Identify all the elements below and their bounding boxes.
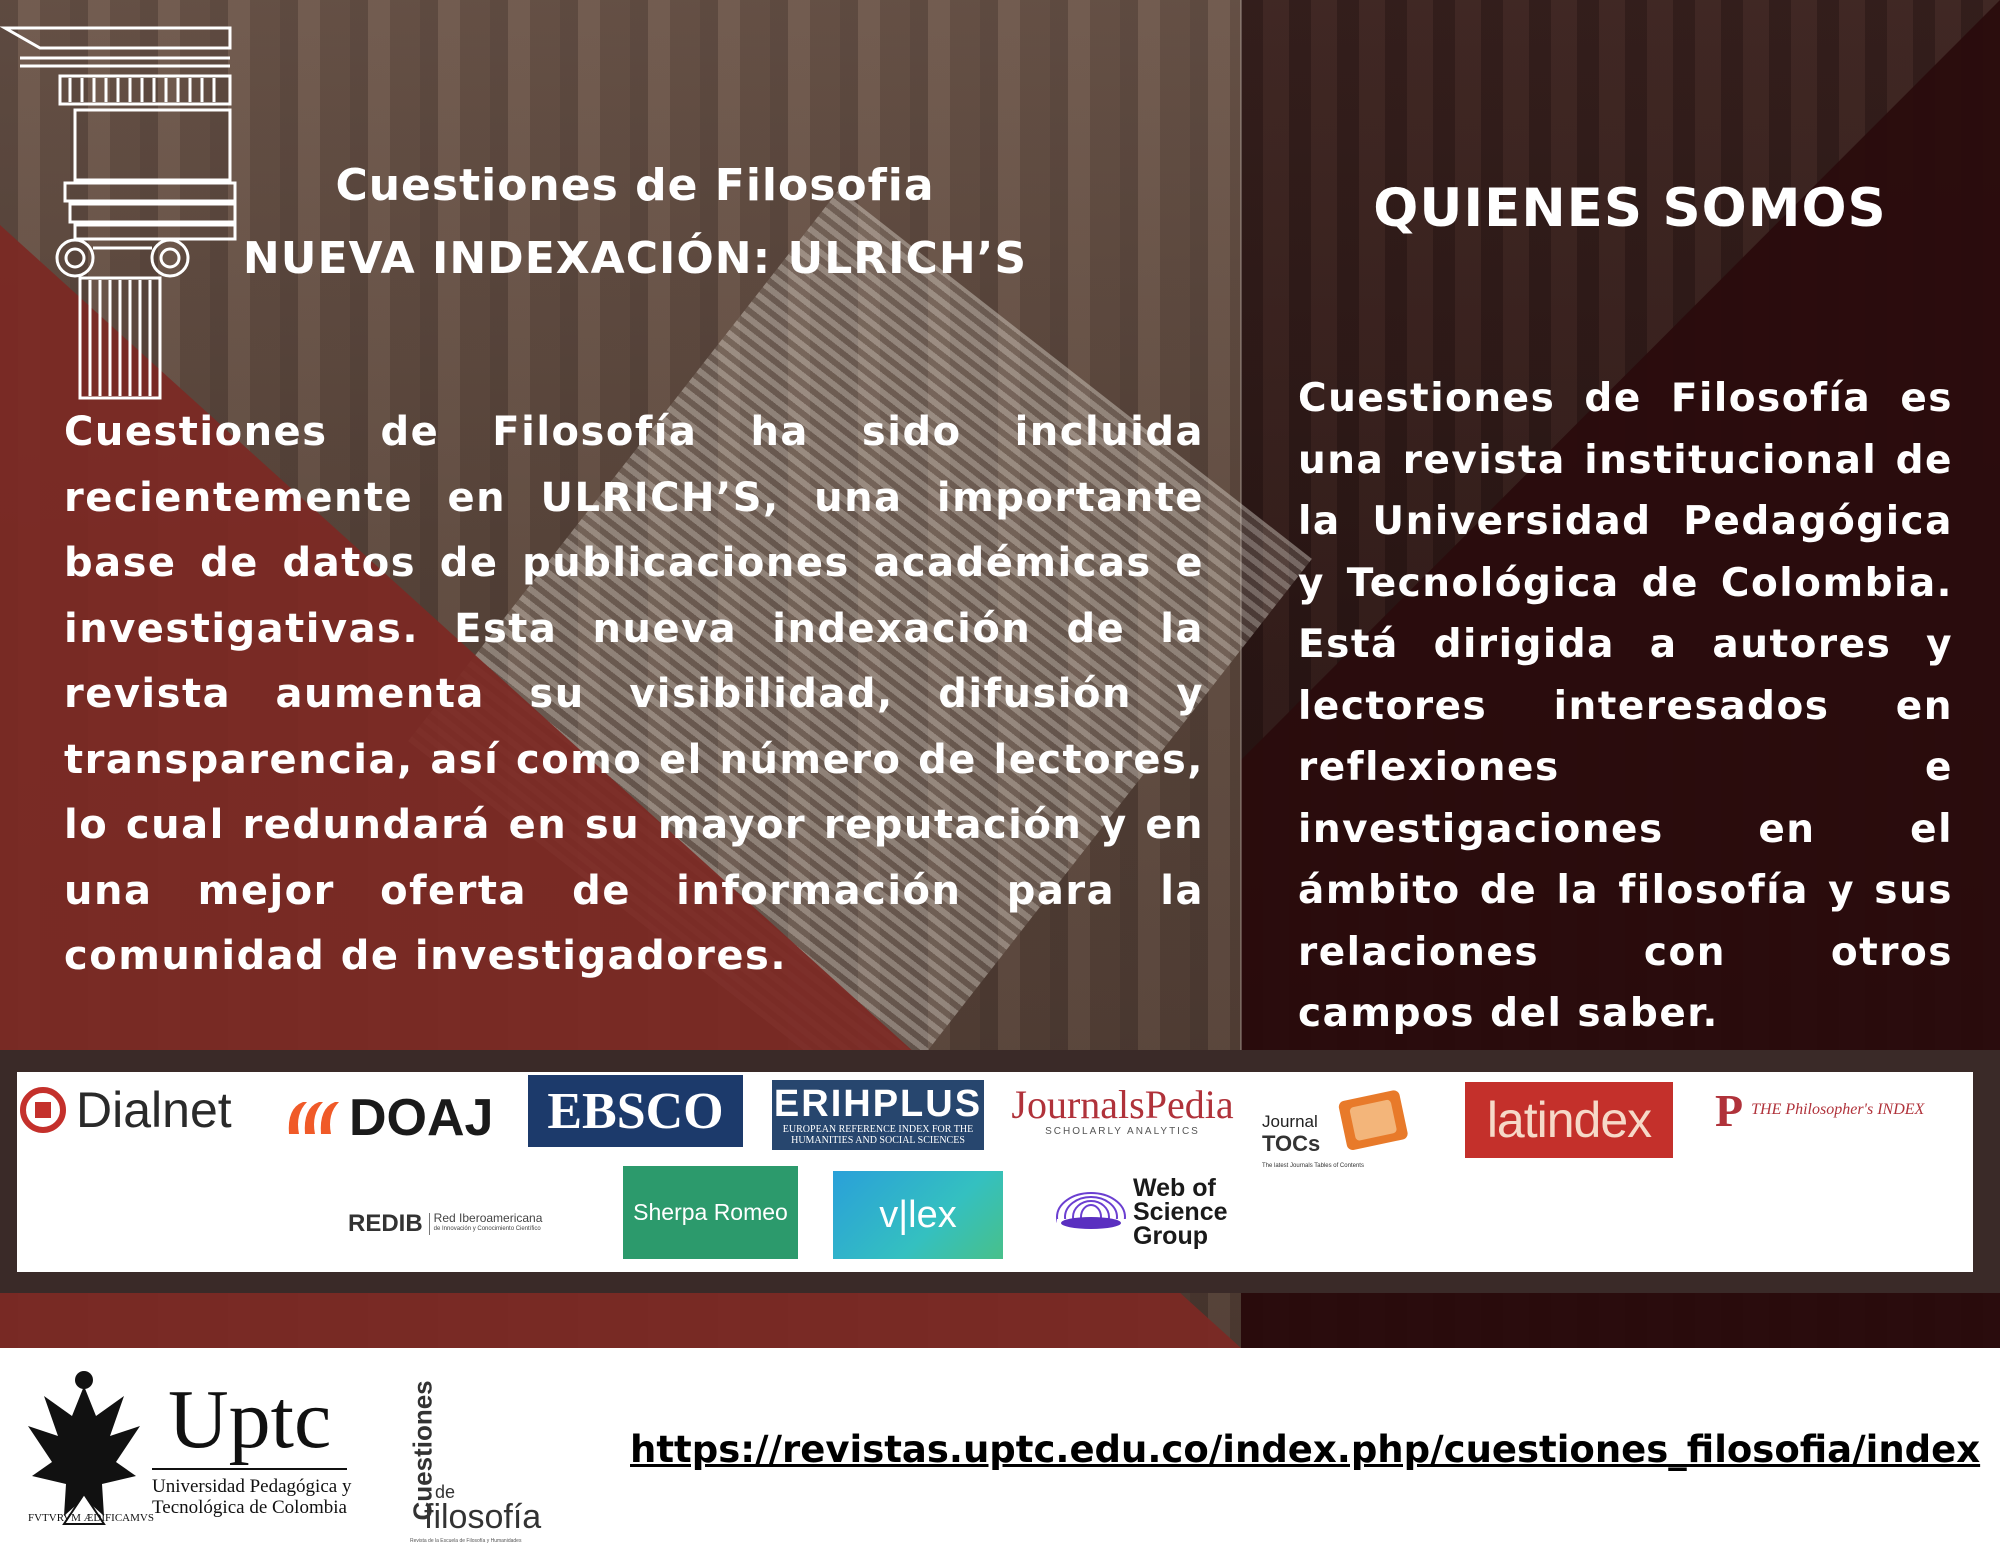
seal-motto: FVTVRVM ÆDIFICAMVS bbox=[28, 1512, 154, 1524]
cf-word-filosofia: filosofía bbox=[424, 1498, 542, 1536]
erihplus-subtitle-2: HUMANITIES AND SOCIAL SCIENCES bbox=[791, 1135, 965, 1146]
redib-subtitle-1: Red Iberoamericana bbox=[433, 1211, 543, 1225]
uptc-fullname bbox=[152, 1476, 351, 1518]
journal-url-link[interactable]: https://revistas.uptc.edu.co/index.php/cuestiones_filosofia/index bbox=[630, 1428, 1981, 1471]
wos-label-1: Web of bbox=[1133, 1174, 1216, 1202]
wos-label-2: Science bbox=[1133, 1198, 1228, 1226]
cf-subtitle: Revista de la Escuela de Filosofía y Humanidades bbox=[410, 1538, 522, 1544]
dialnet-icon bbox=[20, 1087, 66, 1133]
vlex-logo[interactable] bbox=[833, 1171, 1003, 1259]
sherpa-romeo-label: Sherpa Romeo bbox=[633, 1199, 788, 1225]
uptc-fullname-line-2: Tecnológica de Colombia bbox=[152, 1497, 347, 1518]
dialnet-logo[interactable] bbox=[20, 1080, 250, 1140]
cuestiones-filosofia-logo bbox=[400, 1370, 580, 1544]
journalspedia-subtitle: SCHOLARLY ANALYTICS bbox=[1045, 1125, 1200, 1137]
wos-label-3: Group bbox=[1133, 1222, 1208, 1250]
erihplus-subtitle-1: EUROPEAN REFERENCE INDEX FOR THE bbox=[782, 1124, 974, 1135]
journal-title: Cuestiones de Filosofia bbox=[335, 160, 935, 211]
uptc-wordmark: Uptc bbox=[168, 1373, 332, 1466]
about-paragraph: Cuestiones de Filosofía es una revista institucional de la Universidad Pedagógica y Tecnológica de Colombia. Está dirigida a autores y lectores interesados en reflexiones e investigaciones en el ámbito de la filosofía y sus relaciones con otros campos del saber. bbox=[1298, 376, 1953, 1036]
journaltocs-label-2: TOCs bbox=[1262, 1131, 1321, 1156]
redib-logo[interactable] bbox=[348, 1198, 563, 1250]
web-of-science-logo[interactable] bbox=[1055, 1172, 1240, 1252]
uptc-fullname-line-1: Universidad Pedagógica y bbox=[152, 1476, 352, 1497]
uptc-rule bbox=[152, 1468, 347, 1470]
journalspedia-label: JournalsPedia bbox=[1011, 1081, 1234, 1127]
journaltocs-logo[interactable] bbox=[1262, 1085, 1422, 1171]
philosophers-index-icon: P bbox=[1715, 1084, 1744, 1136]
cf-word-de: de bbox=[435, 1482, 456, 1502]
latindex-label: latindex bbox=[1486, 1092, 1652, 1148]
web-of-science-icon bbox=[1055, 1177, 1131, 1247]
ebsco-logo[interactable] bbox=[528, 1075, 743, 1147]
journalspedia-logo[interactable] bbox=[1000, 1080, 1245, 1140]
cf-word-cuestiones: Cuestiones bbox=[407, 1380, 438, 1521]
journaltocs-icon bbox=[1334, 1089, 1414, 1155]
journaltocs-subtitle: The latest Journals Tables of Contents bbox=[1262, 1163, 1364, 1169]
quienes-somos-heading: QUIENES SOMOS bbox=[1373, 178, 1887, 239]
panel-divider bbox=[1240, 0, 1242, 1050]
ebsco-label: EBSCO bbox=[547, 1082, 724, 1140]
vlex-label: v|lex bbox=[879, 1193, 957, 1236]
philosophers-index-label: THE Philosopher's INDEX bbox=[1751, 1101, 1925, 1118]
doaj-logo[interactable] bbox=[285, 1088, 510, 1148]
erihplus-logo[interactable] bbox=[772, 1080, 984, 1150]
announcement-paragraph: Cuestiones de Filosofía ha sido incluida recientemente en ULRICH’S, una importante base de datos de publicaciones académicas e investigativas. Esta nueva indexación de la revista aumenta su visibilidad, difusión y transparencia, así como el número de lectores, lo cual redundará en su mayor reputación y en una mejor oferta de información para la comunidad de investigadores. bbox=[64, 409, 1204, 979]
philosophers-index-logo[interactable] bbox=[1715, 1080, 1945, 1140]
doaj-icon bbox=[285, 1094, 343, 1142]
doaj-label: DOAJ bbox=[349, 1089, 494, 1147]
redib-subtitle-2: de Innovación y Conocimiento Científico bbox=[433, 1226, 541, 1232]
dialnet-label: Dialnet bbox=[76, 1082, 232, 1138]
latindex-logo[interactable] bbox=[1465, 1082, 1673, 1158]
journaltocs-label-1: Journal bbox=[1262, 1112, 1318, 1131]
sherpa-romeo-logo[interactable] bbox=[623, 1166, 798, 1259]
redib-label: REDIB bbox=[348, 1210, 423, 1237]
erihplus-label: ERIHPLUS bbox=[773, 1083, 983, 1125]
announcement-heading: NUEVA INDEXACIÓN: ULRICH’S bbox=[242, 233, 1028, 284]
